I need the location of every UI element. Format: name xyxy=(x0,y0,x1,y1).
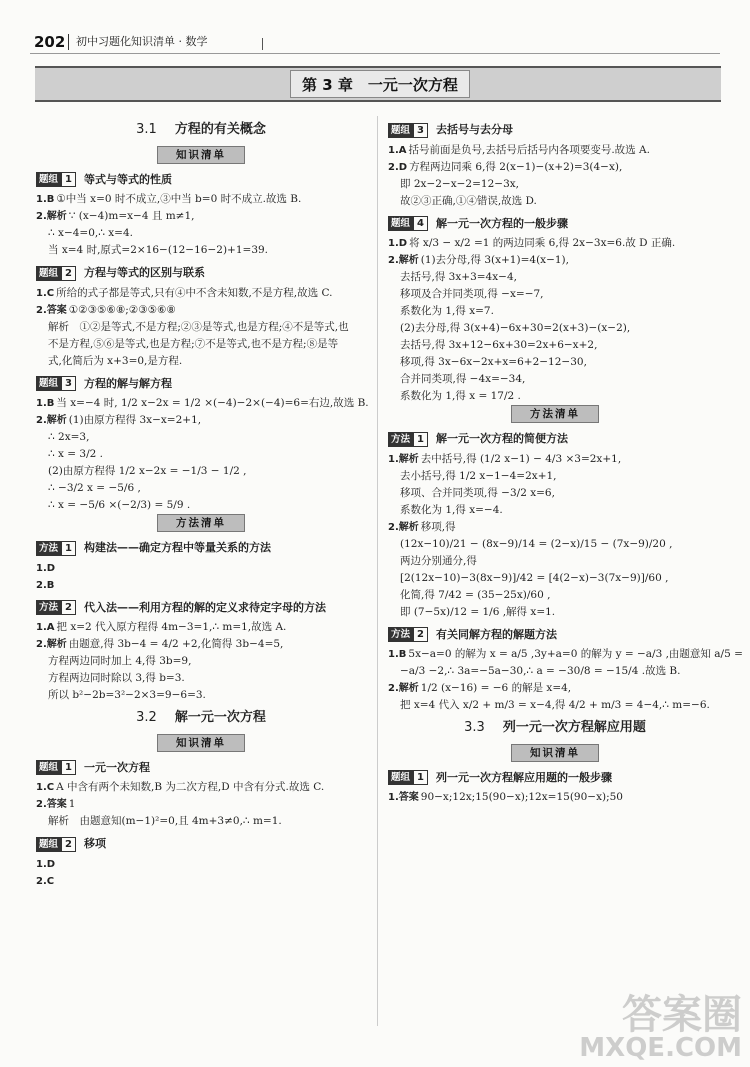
group-heading xyxy=(36,600,366,617)
answer-line xyxy=(36,319,366,336)
answer-label: 1.C xyxy=(36,287,55,299)
answer-text: 所以 b²−2b=3²−2×3=9−6=3. xyxy=(48,689,206,701)
group-title: 解一元一次方程的一般步骤 xyxy=(435,216,568,230)
group-heading xyxy=(388,216,722,233)
answer-label: 1.D xyxy=(388,238,408,249)
answer-text: 即 (7−5x)/12 = 1/6 ,解得 x=1. xyxy=(400,605,556,618)
answer-text: 即 2x−2−x−2=12−3x, xyxy=(400,177,520,190)
answer-line xyxy=(388,680,722,697)
group-number: 2 xyxy=(61,837,76,852)
section-number: 3.1 xyxy=(136,122,157,137)
answer-line xyxy=(36,302,366,319)
group-heading xyxy=(388,627,722,644)
answer-text: (2)由原方程得 1/2 x−2x = −1/3 − 1/2 , xyxy=(48,465,247,477)
header-divider xyxy=(68,34,69,50)
answer-line xyxy=(388,193,722,210)
answer-text: ∵ (x−4)m=x−4 且 m≠1, xyxy=(68,210,195,222)
answer-label: 2.解析 xyxy=(36,211,67,222)
section-heading xyxy=(36,708,366,728)
answer-line xyxy=(388,604,722,621)
section-number: 3.3 xyxy=(464,720,485,735)
answer-label: 1.B xyxy=(388,649,407,660)
answer-line xyxy=(36,779,366,796)
answer-text: 两边分别通分,得 xyxy=(400,554,477,567)
answer-text: ∴ 2x=3, xyxy=(48,431,90,443)
answer-text: ∴ −3/2 x = −5/6 , xyxy=(48,482,141,494)
answer-text: 式,化简后为 x+3=0,是方程. xyxy=(48,354,183,367)
answer-line xyxy=(388,337,722,354)
list-band: 方法清单 xyxy=(511,405,599,423)
group-heading xyxy=(388,122,722,139)
group-title: 代入法——利用方程的解的定义求待定字母的方法 xyxy=(83,600,326,614)
answer-text: 化简,得 7/42 = (35−25x)/60 , xyxy=(400,588,551,601)
group-tag: 方法 xyxy=(36,600,61,615)
running-header xyxy=(30,28,720,54)
answer-text: 系数化为 1,得 x=7. xyxy=(400,305,494,317)
group-tag: 题组 xyxy=(36,266,61,281)
answer-text: 去括号,得 3x+12−6x+30=2x+6−x+2, xyxy=(400,339,598,351)
answer-line xyxy=(388,663,722,680)
list-band: 知识清单 xyxy=(157,734,245,752)
answer-line xyxy=(388,646,743,663)
answer-line xyxy=(36,873,366,890)
answer-label: 1.D xyxy=(36,562,56,574)
answer-text: A 中含有两个未知数,B 为二次方程,D 中含有分式.故选 C. xyxy=(56,781,325,793)
answer-line xyxy=(388,354,722,371)
answer-label: 1.D xyxy=(36,858,56,870)
answer-text: 移项、合并同类项,得 −3/2 x=6, xyxy=(400,486,555,499)
group-number: 2 xyxy=(61,266,76,281)
answer-line xyxy=(36,429,366,446)
answer-line xyxy=(36,687,366,704)
group-number: 1 xyxy=(61,172,76,187)
answer-text: 方程两边同时除以 3,得 b=3. xyxy=(48,672,185,684)
answer-label: 2.解析 xyxy=(388,255,419,266)
answer-text: 将 x/3 − x/2 =1 的两边同乘 6,得 2x−3x=6.故 D 正确. xyxy=(409,237,676,249)
group-heading xyxy=(36,760,366,777)
book-title: 初中习题化知识清单 · 数学 xyxy=(76,35,208,48)
answer-text: 去括号,得 3x+3=4x−4, xyxy=(400,271,517,283)
answer-line xyxy=(36,856,366,873)
group-number: 1 xyxy=(61,760,76,775)
answer-text: 系数化为 1,得 x = 17/2 . xyxy=(400,390,521,402)
answer-line xyxy=(36,560,366,577)
answer-label: 2.答案 xyxy=(36,799,67,810)
answer-text: 移项,得 3x−6x−2x+x=6+2−12−30, xyxy=(400,356,587,368)
answer-label: 1.B xyxy=(36,194,55,205)
answer-line xyxy=(388,159,722,176)
answer-label: 2.C xyxy=(36,875,55,887)
group-heading xyxy=(36,376,366,393)
answer-label: 2.解析 xyxy=(36,415,67,426)
answer-label: 2.答案 xyxy=(36,304,67,316)
header-tick xyxy=(262,38,263,50)
answer-line xyxy=(388,235,722,252)
group-number: 2 xyxy=(413,627,428,642)
section-title: 列一元一次方程解应用题 xyxy=(502,720,646,735)
answer-label: 1.A xyxy=(36,622,55,633)
answer-text: ①中当 x=0 时不成立,③中当 b=0 时不成立.故选 B. xyxy=(56,193,302,205)
answer-line xyxy=(388,286,722,303)
group-tag: 题组 xyxy=(36,837,61,852)
answer-line xyxy=(36,395,369,412)
chapter-banner xyxy=(35,66,721,102)
answer-line xyxy=(36,353,366,370)
group-title: 移项 xyxy=(83,837,106,850)
answer-line xyxy=(388,252,722,269)
group-tag: 题组 xyxy=(388,123,413,138)
group-tag: 题组 xyxy=(36,172,61,187)
answer-line xyxy=(36,653,366,670)
answer-text: 由题意,得 3b−4 = 4/2 +2,化简得 3b−4=5, xyxy=(68,638,284,650)
answer-line xyxy=(388,519,722,536)
answer-line xyxy=(388,789,722,806)
group-tag: 题组 xyxy=(36,376,61,391)
group-tag: 方法 xyxy=(388,432,413,447)
answer-text: 去小括号,得 1/2 x−1−4=2x+1, xyxy=(400,469,557,482)
answer-line xyxy=(36,225,366,242)
answer-line xyxy=(36,446,366,463)
answer-text: 解析 由题意知(m−1)²=0,且 4m+3≠0,∴ m=1. xyxy=(48,815,282,827)
right-column xyxy=(388,116,743,806)
group-number: 2 xyxy=(61,600,76,615)
answer-label: 2.D xyxy=(388,161,408,173)
watermark-logo xyxy=(579,992,742,1063)
answer-line xyxy=(36,285,366,302)
answer-label: 2.解析 xyxy=(388,521,419,533)
answer-text: 把 x=2 代入原方程得 4m−3=1,∴ m=1,故选 A. xyxy=(56,621,287,633)
group-tag: 题组 xyxy=(388,770,413,785)
group-heading xyxy=(36,540,366,557)
group-title: 解一元一次方程的简便方法 xyxy=(435,432,568,445)
answer-line xyxy=(388,320,722,337)
group-heading xyxy=(388,770,722,787)
answer-text: 不是方程,⑤⑥是等式,也是方程;⑦不是等式,也不是方程;⑧是等 xyxy=(48,337,339,350)
answer-line xyxy=(36,497,366,514)
answer-line xyxy=(388,570,722,587)
answer-label: 1.A xyxy=(388,144,407,156)
answer-line xyxy=(36,796,366,813)
answer-line xyxy=(388,468,722,485)
answer-line xyxy=(36,480,366,497)
answer-line xyxy=(388,553,722,570)
answer-line xyxy=(36,813,366,830)
section-title: 方程的有关概念 xyxy=(174,122,266,137)
answer-text: 移项,得 xyxy=(420,520,456,533)
answer-text: ∴ x = −5/6 ×(−2/3) = 5/9 . xyxy=(48,499,191,511)
answer-text: ①②③⑤⑥⑧;②③⑤⑥⑧ xyxy=(68,303,176,316)
group-tag: 方法 xyxy=(36,541,61,556)
section-heading xyxy=(36,120,366,140)
answer-text: 90−x;12x;15(90−x);12x=15(90−x);50 xyxy=(420,791,623,803)
group-title: 方程与等式的区别与联系 xyxy=(83,266,205,279)
answer-text: ∴ x = 3/2 . xyxy=(48,448,103,460)
answer-text: 故②③正确,①④错误,故选 D. xyxy=(400,194,537,207)
answer-line xyxy=(388,371,722,388)
answer-text: 方程两边同乘 6,得 2(x−1)−(x+2)=3(4−x), xyxy=(409,160,623,173)
answer-text: ∴ x−4=0,∴ x=4. xyxy=(48,227,133,239)
answer-label: 1.B xyxy=(36,398,55,409)
answer-text: 5x−a=0 的解为 x = a/5 ,3y+a=0 的解为 y = −a/3 ,由题意知 a/5 = xyxy=(408,648,743,660)
page-number: 202 xyxy=(34,33,66,51)
answer-text: 系数化为 1,得 x=−4. xyxy=(400,503,503,516)
answer-line xyxy=(388,485,722,502)
group-heading xyxy=(36,265,366,282)
group-title: 方程的解与解方程 xyxy=(83,376,172,390)
answer-line xyxy=(388,587,722,604)
column-divider xyxy=(377,116,378,1026)
watermark-line1: 答案圈 xyxy=(622,992,742,1038)
answer-line xyxy=(36,242,366,259)
group-title: 列一元一次方程解应用题的一般步骤 xyxy=(435,770,612,784)
answer-line xyxy=(36,577,366,594)
answer-line xyxy=(388,388,722,405)
answer-line xyxy=(388,269,722,286)
answer-text: (1)由原方程得 3x−x=2+1, xyxy=(68,414,202,426)
chapter-title: 第 3 章 一元一次方程 xyxy=(290,70,470,98)
answer-text: 当 x=−4 时, 1/2 x−2x = 1/2 ×(−4)−2×(−4)=6=右边,故选 B. xyxy=(56,397,369,409)
group-title: 有关同解方程的解题方法 xyxy=(435,627,557,641)
group-number: 3 xyxy=(413,123,428,138)
answer-label: 2.解析 xyxy=(36,639,67,650)
group-title: 去括号与去分母 xyxy=(435,123,513,136)
answer-text: 当 x=4 时,原式=2×16−(12−16−2)+1=39. xyxy=(48,244,269,256)
left-column xyxy=(36,116,369,890)
answer-label: 1.答案 xyxy=(388,792,419,803)
answer-line xyxy=(36,336,366,353)
answer-label: 2.B xyxy=(36,579,55,591)
group-number: 3 xyxy=(61,376,76,391)
section-heading xyxy=(388,718,722,738)
answer-line xyxy=(388,451,722,468)
section-title: 解一元一次方程 xyxy=(174,710,266,725)
answer-line xyxy=(36,208,366,225)
list-band: 知识清单 xyxy=(157,146,245,164)
group-number: 4 xyxy=(413,216,428,231)
group-number: 1 xyxy=(61,541,76,556)
answer-text: 合并同类项,得 −4x=−34, xyxy=(400,373,526,385)
watermark-line2: MXQE.COM xyxy=(579,1033,742,1063)
answer-line xyxy=(36,412,366,429)
answer-line xyxy=(388,697,722,714)
answer-text: 方程两边同时加上 4,得 3b=9, xyxy=(48,655,192,667)
answer-line xyxy=(36,670,366,687)
answer-line xyxy=(388,303,722,320)
answer-line xyxy=(388,502,722,519)
answer-text: 解析 ①②是等式,不是方程;②③是等式,也是方程;④不是等式,也 xyxy=(48,320,349,333)
answer-text: (12x−10)/21 − (8x−9)/14 = (2−x)/15 − (7x−9)/20 , xyxy=(400,537,673,550)
group-number: 1 xyxy=(413,432,428,447)
group-title: 一元一次方程 xyxy=(83,760,150,774)
group-tag: 题组 xyxy=(388,216,413,231)
group-heading xyxy=(388,431,722,448)
answer-line xyxy=(36,463,366,480)
answer-line xyxy=(388,142,722,159)
answer-line xyxy=(36,191,366,208)
answer-text: 1 xyxy=(68,798,76,810)
section-number: 3.2 xyxy=(136,710,157,725)
answer-label: 1.解析 xyxy=(388,453,419,465)
answer-line xyxy=(36,619,366,636)
answer-text: 所给的式子都是等式,只有④中不含未知数,不是方程,故选 C. xyxy=(56,286,333,299)
group-number: 1 xyxy=(413,770,428,785)
list-band: 方法清单 xyxy=(157,514,245,532)
group-title: 等式与等式的性质 xyxy=(83,172,172,186)
answer-label: 1.C xyxy=(36,782,55,793)
group-heading xyxy=(36,172,366,189)
group-tag: 题组 xyxy=(36,760,61,775)
group-heading xyxy=(36,836,366,853)
answer-text: (2)去分母,得 3(x+4)−6x+30=2(x+3)−(x−2), xyxy=(400,322,631,334)
answer-label: 2.解析 xyxy=(388,683,419,694)
group-title: 构建法——确定方程中等量关系的方法 xyxy=(83,541,271,554)
answer-text: [2(12x−10)−3(8x−9)]/42 = [4(2−x)−3(7x−9)]/60 , xyxy=(400,571,669,584)
answer-text: 1/2 (x−16) = −6 的解是 x=4, xyxy=(420,682,572,694)
answer-text: −a/3 −2,∴ 3a=−5a−30,∴ a = −30/8 = −15/4 .故选 B. xyxy=(400,665,681,677)
answer-text: 括号前面是负号,去括号后括号内各项要变号.故选 A. xyxy=(408,143,650,156)
answer-line xyxy=(388,176,722,193)
answer-text: 移项及合并同类项,得 −x=−7, xyxy=(400,288,544,300)
group-tag: 方法 xyxy=(388,627,413,642)
list-band: 知识清单 xyxy=(511,744,599,762)
answer-line xyxy=(388,536,722,553)
answer-text: (1)去分母,得 3(x+1)=4(x−1), xyxy=(420,254,569,266)
answer-line xyxy=(36,636,366,653)
answer-text: 去中括号,得 (1/2 x−1) − 4/3 ×3=2x+1, xyxy=(420,452,622,465)
answer-text: 把 x=4 代入 x/2 + m/3 = x−4,得 4/2 + m/3 = 4−4,∴ m=−6. xyxy=(400,699,710,711)
